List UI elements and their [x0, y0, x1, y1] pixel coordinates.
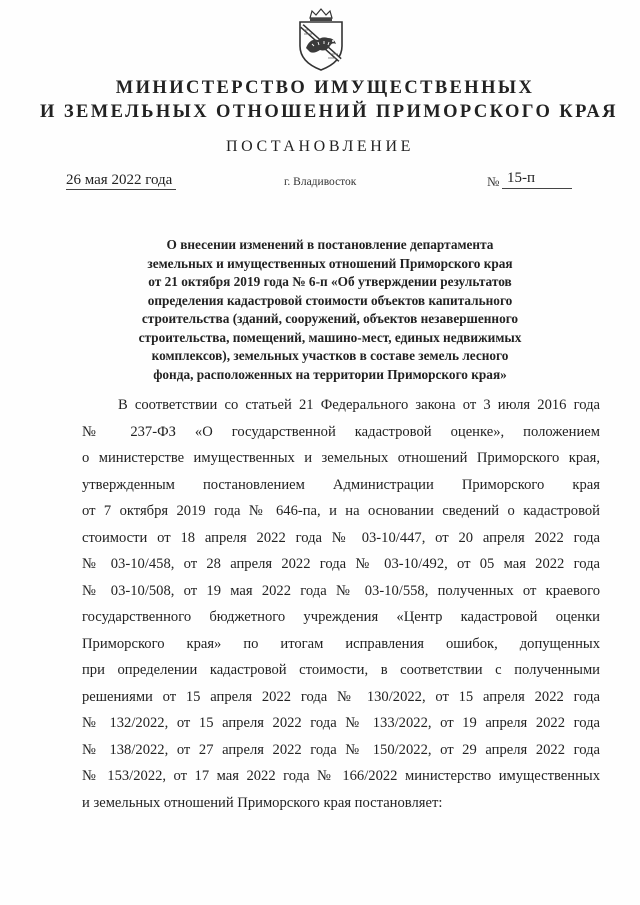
body-line: № 138/2022, от 27 апреля 2022 года № 150/2022, от 29 апреля 2022 года: [82, 741, 600, 758]
subject-line: земельных и имущественных отношений Приморского края: [147, 255, 513, 271]
subject-line: от 21 октября 2019 года № 6-п «Об утверждении результатов: [148, 274, 512, 289]
body-line: № 237-ФЗ «О государственной кадастровой оценке», положением: [82, 423, 600, 440]
document-subject: [100, 236, 560, 384]
ministry-title: [40, 76, 618, 124]
number-label: №: [487, 174, 500, 189]
primorsky-coat-of-arms-icon: [292, 8, 350, 72]
body-line: государственного бюджетного учреждения «Центр кадастровой оценки: [82, 609, 600, 625]
subject-line: О внесении изменений в постановление департамента: [166, 237, 494, 252]
body-line: решениями от 15 апреля 2022 года № 130/2022, от 15 апреля 2022 года: [82, 688, 600, 705]
date-underline: [66, 189, 176, 190]
subject-line: определения кадастровой стоимости объектов капитального: [147, 292, 513, 308]
body-line: и земельных отношений Приморского края постановляет:: [82, 794, 443, 811]
subject-line: фонда, расположенных на территории Приморского края»: [153, 366, 507, 382]
subject-line: строительства (зданий, сооружений, объектов незавершенного: [141, 311, 519, 326]
body-line: № 153/2022, от 17 мая 2022 года № 166/2022 министерство имущественных: [82, 768, 600, 784]
document-date: 26 мая 2022 года: [66, 172, 173, 188]
document-body: [82, 392, 600, 816]
body-line: В соответствии со статьей 21 Федерального закона от 3 июля 2016 года: [118, 397, 600, 413]
document-number: 15-п: [507, 170, 536, 186]
subject-line: комплексов), земельных участков в составе земель лесного: [151, 348, 509, 363]
body-line: от 7 октября 2019 года № 646-па, и на основании сведений о кадастровой: [82, 503, 600, 519]
body-line: о министерстве имущественных и земельных отношений Приморского края,: [82, 450, 600, 466]
body-line: утвержденным постановлением Администрации Приморского края: [82, 476, 600, 493]
document-city: г. Владивосток: [284, 176, 357, 188]
body-line: № 132/2022, от 15 апреля 2022 года № 133/2022, от 19 апреля 2022 года: [82, 715, 600, 731]
body-line: № 03-10/458, от 28 апреля 2022 года № 03-10/492, от 05 мая 2022 года: [82, 556, 600, 572]
ministry-title-line2: И ЗЕМЕЛЬНЫХ ОТНОШЕНИЙ ПРИМОРСКОГО КРАЯ: [40, 102, 618, 122]
document-meta: [0, 170, 640, 196]
body-line: № 03-10/508, от 19 мая 2022 года № 03-10/558, полученных от краевого: [82, 582, 600, 599]
body-line: при определении кадастровой стоимости, в соответствии с полученными: [82, 662, 600, 678]
body-line: стоимости от 18 апреля 2022 года № 03-10/447, от 20 апреля 2022 года: [82, 529, 600, 546]
ministry-title-line1: МИНИСТЕРСТВО ИМУЩЕСТВЕННЫХ: [115, 78, 535, 98]
body-line: Приморского края» по итогам исправления ошибок, допущенных: [82, 635, 600, 652]
subject-line: строительства, помещений, машино-мест, единых недвижимых: [138, 329, 522, 345]
document-type: ПОСТАНОВЛЕНИЕ: [226, 138, 414, 155]
number-underline: [502, 188, 572, 189]
